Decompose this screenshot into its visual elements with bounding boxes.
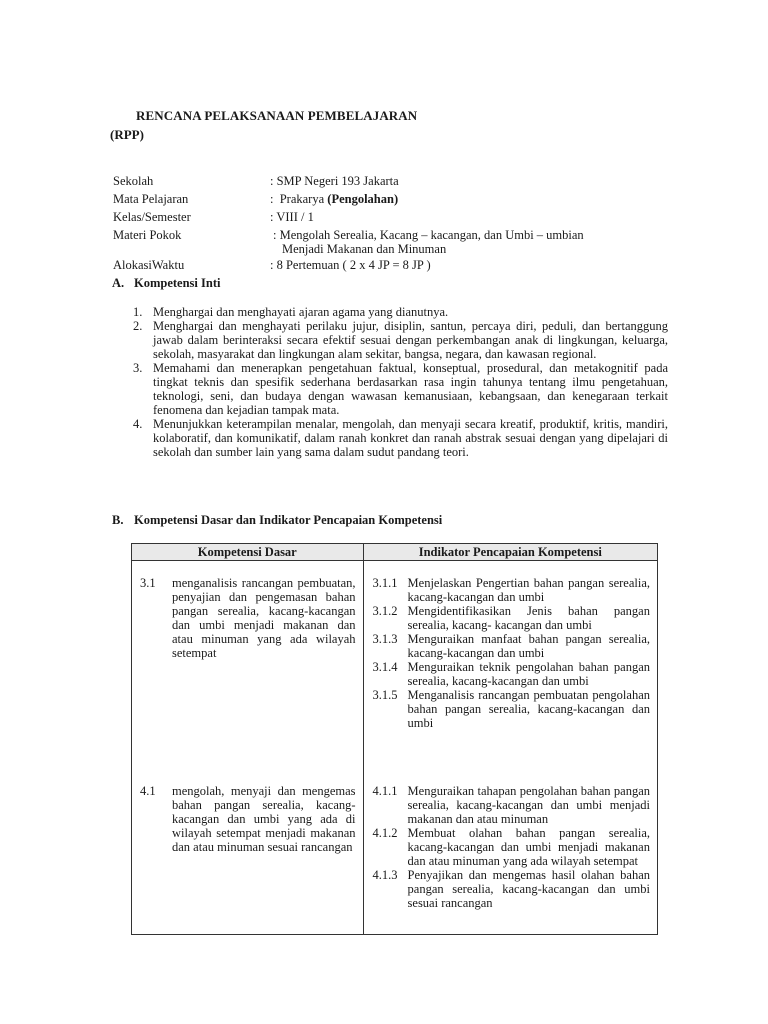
- list-item: [373, 826, 650, 868]
- section-a-heading: [112, 276, 220, 290]
- info-row-kelas: [113, 210, 673, 224]
- info-value: [270, 192, 673, 206]
- indicator-cell: [363, 561, 657, 770]
- competency-table: [131, 543, 658, 935]
- mapel-bold: (Pengolahan): [327, 192, 399, 206]
- table-header-row: [132, 544, 658, 561]
- indicator-text: Penyajikan dan mengemas hasil olahan bahan pangan serealia, kacang-kacangan dan umbi sesuai rancangan: [407, 868, 650, 910]
- list-number: 3.: [133, 361, 143, 375]
- indicator-number: 3.1.5: [372, 688, 398, 702]
- indicator-text: Menguraikan teknik pengolahan bahan pangan serealia, kacang-kacangan dan umbi: [407, 660, 650, 688]
- kd-content: [132, 561, 363, 660]
- list-text: Menunjukkan keterampilan menalar, mengolah, dan menyaji secara kreatif, produktif, kritis, mandiri, kolaboratif, dan komunikatif, dalam ranah konkret dan ranah abstrak sesuai dengan yang dipelajari di sekolah dan sumber lain yang sama dalam sudut pandang teori.: [153, 417, 668, 459]
- info-value: : SMP Negeri 193 Jakarta: [270, 174, 399, 188]
- indicator-number: 3.1.1: [372, 576, 398, 590]
- mapel-prefix: : Prakarya: [270, 192, 328, 206]
- list-number: 1.: [133, 305, 143, 319]
- list-item: [133, 417, 668, 459]
- header-indikator: Indikator Pencapaian Kompetensi: [363, 544, 657, 561]
- indicator-number: 4.1.3: [372, 868, 398, 882]
- indicator-number: 3.1.4: [372, 660, 398, 674]
- list-text: Menghargai dan menghayati perilaku jujur, disiplin, santun, percaya diri, peduli, dan bertanggung jawab dalam berinteraksi secara efektif sesuai dengan perkembangan anak di lingkungan, keluarga, sekolah, masyarakat dan lingkungan alam sekitar, bangsa, negara, dan kawasan regional.: [153, 319, 668, 361]
- indicator-list: [364, 769, 657, 910]
- kd-text: menganalisis rancangan pembuatan, penyajian dan pengemasan bahan pangan serealia, kacang-kacangan dan umbi menjadi makanan dan atau minuman yang ada wilayah setempat: [172, 576, 356, 660]
- info-value: : 8 Pertemuan ( 2 x 4 JP = 8 JP ): [270, 258, 431, 272]
- indicator-text: Mengidentifikasikan Jenis bahan pangan serealia, kacang- kacangan dan umbi: [407, 604, 650, 632]
- indicator-number: 4.1.1: [372, 784, 398, 798]
- table-row: [132, 561, 658, 770]
- info-row-mapel: [113, 192, 673, 206]
- list-item: [133, 361, 668, 417]
- list-item: [373, 660, 650, 688]
- indicator-text: Menjelaskan Pengertian bahan pangan serealia, kacang-kacangan dan umbi: [407, 576, 650, 604]
- document-subtitle: (RPP): [110, 127, 144, 142]
- kd-number: 4.1: [140, 784, 156, 798]
- list-number: 2.: [133, 319, 143, 333]
- indicator-cell: [363, 769, 657, 935]
- list-item: [373, 784, 650, 826]
- indicator-text: Membuat olahan bahan pangan serealia, kacang-kacangan dan umbi menjadi makanan dan atau minuman yang ada wilayah setempat: [407, 826, 650, 868]
- document-title: RENCANA PELAKSANAAN PEMBELAJARAN: [136, 108, 418, 123]
- list-item: [373, 868, 650, 910]
- materi-line-2: Menjadi Makanan dan Minuman: [282, 242, 447, 256]
- header-kompetensi-dasar: Kompetensi Dasar: [132, 544, 364, 561]
- kd-cell: [132, 769, 364, 935]
- table-row: [132, 769, 658, 935]
- list-text: Menghargai dan menghayati ajaran agama yang dianutnya.: [153, 305, 449, 319]
- info-row-materi: [113, 228, 673, 256]
- info-value: [270, 228, 673, 256]
- indicator-text: Menguraikan tahapan pengolahan bahan pangan serealia, kacang-kacangan dan umbi menjadi makanan dan atau minuman: [407, 784, 650, 826]
- info-label: Sekolah: [113, 174, 154, 188]
- kompetensi-inti-list: [133, 305, 668, 459]
- indicator-list: [364, 561, 657, 730]
- info-label: Kelas/Semester: [113, 210, 191, 224]
- section-letter: A.: [112, 276, 125, 290]
- list-item: [373, 604, 650, 632]
- list-item: [133, 319, 668, 361]
- info-label: Materi Pokok: [113, 228, 182, 242]
- list-item: [133, 305, 668, 319]
- materi-line-1: : Mengolah Serealia, Kacang – kacangan, dan Umbi – umbian: [273, 228, 584, 242]
- identity-block: [113, 174, 673, 276]
- section-title: Kompetensi Inti: [134, 276, 221, 290]
- info-row-alokasi: [113, 258, 673, 272]
- info-label: Mata Pelajaran: [113, 192, 189, 206]
- list-item: [373, 632, 650, 660]
- list-number: 4.: [133, 417, 143, 431]
- list-item: [373, 576, 650, 604]
- section-b-heading: [112, 513, 442, 527]
- section-title: Kompetensi Dasar dan Indikator Pencapaian Kompetensi: [134, 513, 443, 527]
- info-value: : VIII / 1: [270, 210, 314, 224]
- indicator-text: Menguraikan manfaat bahan pangan serealia, kacang-kacangan dan umbi: [407, 632, 650, 660]
- info-label: AlokasiWaktu: [113, 258, 185, 272]
- info-row-sekolah: [113, 174, 673, 188]
- list-text: Memahami dan menerapkan pengetahuan faktual, konseptual, prosedural, dan metakognitif pada tingkat teknis dan spesifik sederhana berdasarkan rasa ingin tahunya tentang ilmu pengetahuan, teknologi, seni, dan budaya dengan wawasan kemanusiaan, kebangsaan, dan kenegaraan terkait fenomena dan kejadian tampak mata.: [153, 361, 668, 417]
- kd-content: [132, 769, 363, 854]
- indicator-number: 4.1.2: [372, 826, 398, 840]
- indicator-text: Menganalisis rancangan pembuatan pengolahan bahan pangan serealia, kacang-kacangan dan umbi: [407, 688, 650, 730]
- kd-cell: [132, 561, 364, 770]
- section-letter: B.: [112, 513, 124, 527]
- kd-number: 3.1: [140, 576, 156, 590]
- kd-text: mengolah, menyaji dan mengemas bahan pangan serealia, kacang- kacangan dan umbi yang ada di wilayah setempat menjadi makanan dan atau minuman sesuai rancangan: [172, 784, 356, 854]
- list-item: [373, 688, 650, 730]
- indicator-number: 3.1.3: [372, 632, 398, 646]
- indicator-number: 3.1.2: [372, 604, 398, 618]
